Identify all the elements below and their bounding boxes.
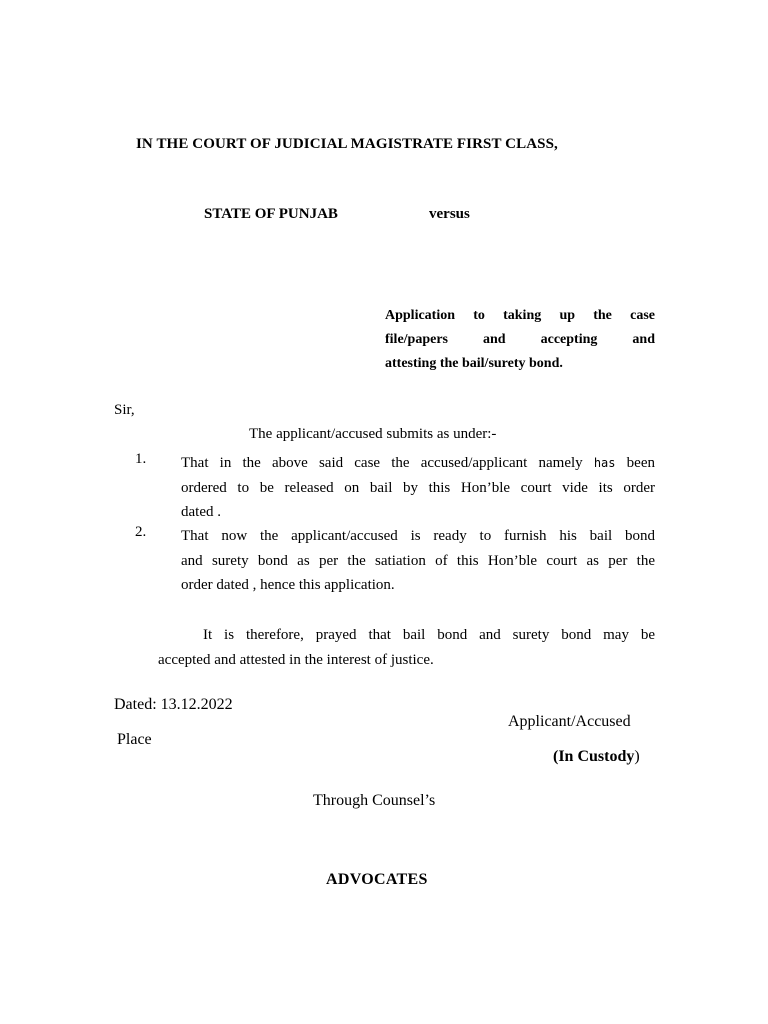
- through-counsel: Through Counsel’s: [313, 792, 436, 809]
- subject-line: attesting the bail/surety bond.: [385, 356, 563, 371]
- item-line: [181, 451, 655, 476]
- item-line: dated .: [181, 504, 221, 520]
- custody-text: In Custody: [558, 748, 635, 765]
- intro-line: The applicant/accused submits as under:-: [249, 426, 497, 442]
- item-line-part: That in the above said case the accused/applicant namely: [181, 455, 594, 471]
- custody-label: [553, 748, 640, 766]
- item-line: ordered to be released on bail by this Hon’ble court vide its order: [181, 479, 655, 496]
- subject-line: file/papers and accepting and: [385, 332, 655, 347]
- prayer-paragraph: [158, 623, 655, 672]
- custody-paren: ): [634, 748, 640, 765]
- dated-line: Dated: 13.12.2022: [114, 696, 233, 713]
- versus-label: versus: [429, 206, 470, 222]
- item-text: [181, 451, 655, 525]
- court-title: IN THE COURT OF JUDICIAL MAGISTRATE FIRST CLASS,: [136, 136, 558, 152]
- item-line-mono: has: [593, 456, 616, 470]
- item-line: order dated , hence this application.: [181, 577, 395, 593]
- party-state: STATE OF PUNJAB: [204, 206, 338, 222]
- item-line: That now the applicant/accused is ready to furnish his bail bond: [181, 528, 655, 544]
- salutation: Sir,: [114, 402, 135, 418]
- item-line-part: been: [615, 455, 655, 471]
- subject-line: Application to taking up the case: [385, 308, 655, 323]
- applicant-label: Applicant/Accused: [508, 713, 631, 730]
- item-number: 1.: [135, 451, 147, 467]
- application-subject: [385, 304, 655, 376]
- item-text: [181, 524, 655, 598]
- place-label: Place: [117, 731, 152, 748]
- item-number: 2.: [135, 524, 147, 540]
- item-line: and surety bond as per the satiation of this Hon’ble court as per the: [181, 552, 655, 569]
- prayer-line: accepted and attested in the interest of justice.: [158, 651, 434, 668]
- advocates-label: ADVOCATES: [326, 871, 428, 888]
- custody-paren: (: [553, 748, 559, 765]
- prayer-line: It is therefore, prayed that bail bond and surety bond may be: [203, 627, 655, 643]
